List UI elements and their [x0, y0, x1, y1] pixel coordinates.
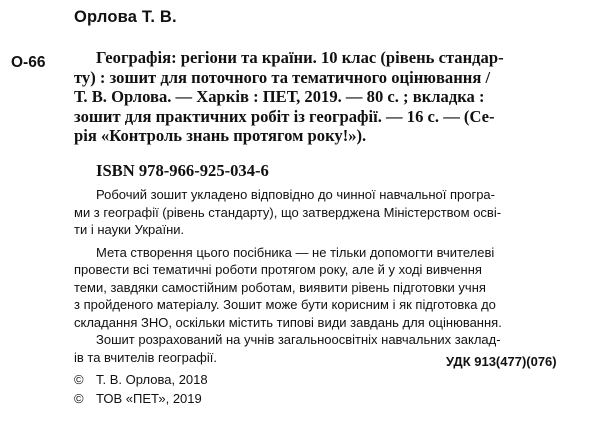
annotation-line: ів та вчителів географії. [74, 349, 217, 365]
catalog-code: О-66 [11, 54, 46, 71]
copyright-icon: © [74, 372, 84, 387]
biblio-line: рія «Контроль знань протягом року!»). [74, 126, 367, 146]
biblio-line: Т. В. Орлова. — Харків : ПЕТ, 2019. — 80 с. ; вкладка : [74, 87, 485, 107]
copyright-line [74, 391, 202, 406]
udk-code: УДК 913(477)(076) [446, 354, 557, 369]
copyright-holder: Т. В. Орлова, 2018 [96, 372, 208, 387]
annotation-line: Мета створення цього посібника — не тільки допомогти вчителеві [96, 244, 495, 260]
annotation-line: ти і науки України. [74, 222, 185, 237]
annotation-line: з пройденого матеріалу. Зошит може бути корисним і як підготовка до [74, 297, 496, 312]
copyright-line [74, 372, 208, 387]
bibliographic-description [74, 48, 584, 146]
annotation-line: провести всі тематичні роботи протягом року, але й у ході вивчення [74, 262, 482, 277]
annotation-line: складання ЗНО, оскільки містить типові види завдань для оцінювання. [74, 314, 502, 330]
biblio-line: Географія: регіони та країни. 10 клас (рівень стандар- [96, 48, 504, 67]
annotation-line: теми, завдяки самостійним роботам, виявити рівень підготовки учня [74, 279, 486, 295]
annotation-line: ми з географії (рівень стандарту), що затверджена Міністерством осві- [74, 204, 502, 220]
biblio-line: зошит для практичних робіт із географії. — 16 с. — (Се- [74, 106, 495, 126]
copyright-holder: ТОВ «ПЕТ», 2019 [96, 391, 202, 406]
annotation [74, 186, 586, 366]
author-name: Орлова Т. В. [74, 8, 177, 26]
biblio-line: ту) : зошит для поточного та тематичного оцінювання / [74, 67, 491, 87]
copyright-icon: © [74, 391, 84, 406]
annotation-line: Зошит розрахований на учнів загальноосвітніх навчальних заклад- [96, 332, 501, 347]
annotation-line: Робочий зошит укладено відповідно до чинної навчальної програ- [96, 187, 495, 202]
isbn: ISBN 978-966-925-034-6 [96, 161, 269, 180]
